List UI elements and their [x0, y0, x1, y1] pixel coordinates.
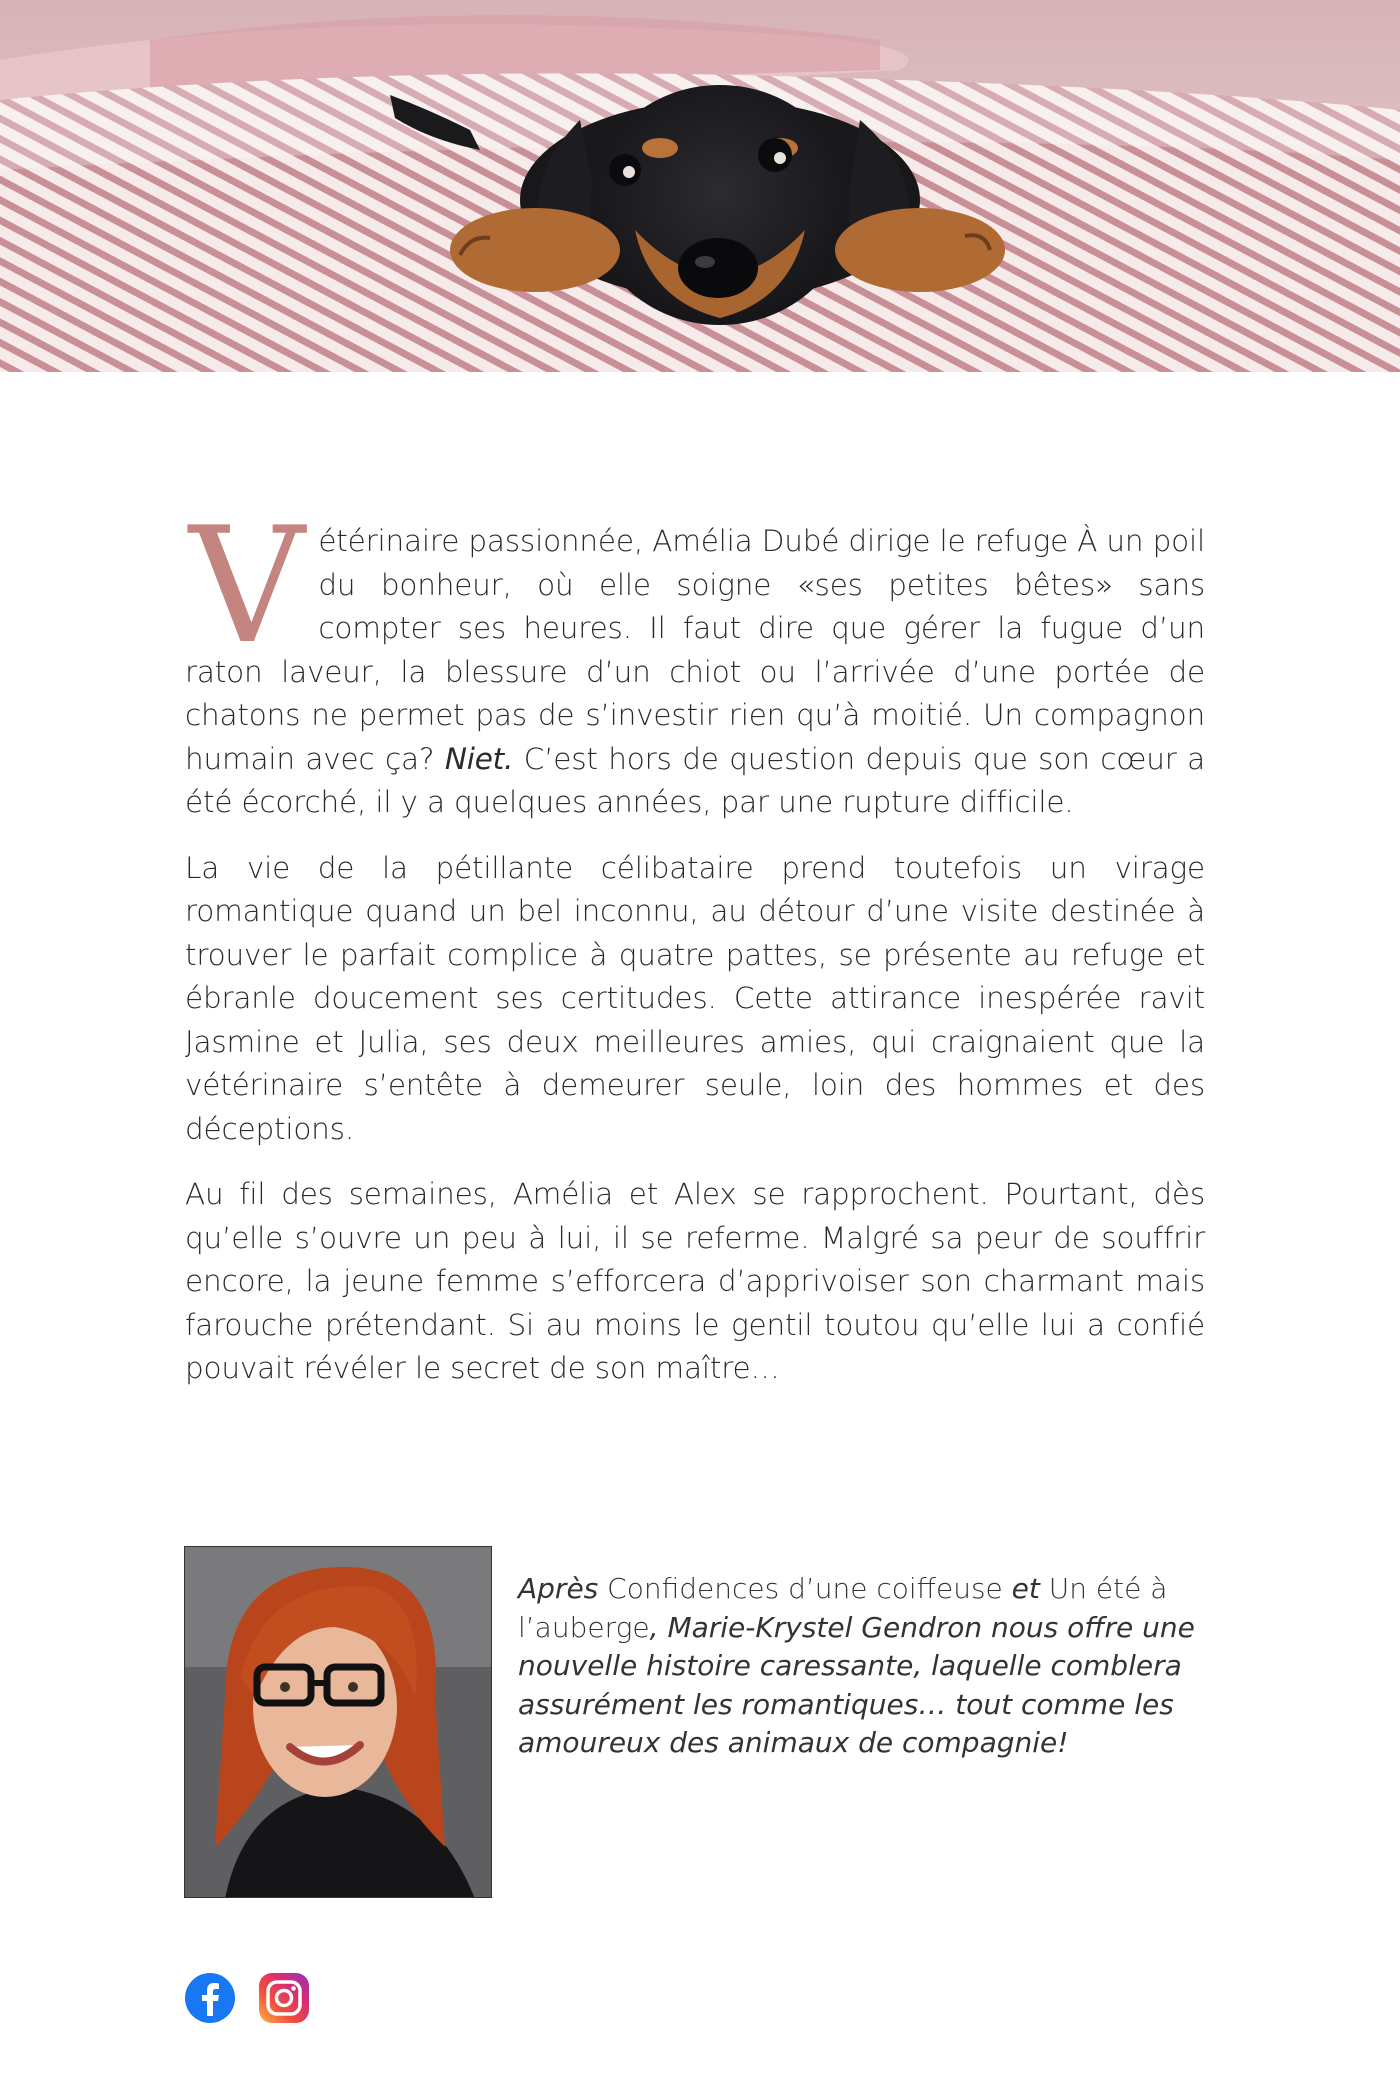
blurb-p1-end: C’est hors de question depuis que son cœur a été écorché, il y a quelques années, par une rupture difficile.	[185, 741, 1205, 819]
blurb-paragraph-3: Au fil des semaines, Amélia et Alex se rapprochent. Pourtant, dès qu’elle s’ouvre un peu à lui, il se referme. Malgré sa peur de souffrir encore, la jeune femme s’efforcera d’apprivoiser son charmant mais farouche prétendant. Si au moins le gentil toutou qu’elle lui a confié pouvait révéler le secret de son maître…	[185, 1177, 1205, 1385]
author-book-title-1: Confidences d’une coiffeuse	[607, 1572, 1003, 1605]
instagram-icon[interactable]	[258, 1972, 310, 2024]
author-note-part-3: , Marie-Krystel Gendron nous offre une nouvelle histoire caressante, laquelle comblera assurément les romantiques… tout comme les amoureux des animaux de compagnie!	[518, 1610, 1195, 1759]
blurb-p1-italic: Niet.	[444, 741, 514, 776]
author-note	[518, 1570, 1198, 1763]
blurb-paragraph-2: La vie de la pétillante célibataire prend toutefois un virage romantique quand un bel inconnu, au détour d’une visite destinée à trouver le parfait complice à quatre pattes, se présente au refuge et ébranle doucement ses certitudes. Cette attirance inespérée ravit Jasmine et Julia, ses deux meilleures amies, qui craignaient que la vétérinaire s’entête à demeurer seule, loin des hommes et des déceptions.	[185, 850, 1205, 1146]
author-portrait-illustration	[185, 1547, 492, 1898]
drop-cap: V	[189, 492, 305, 679]
author-book-title-2: Un été à l’auberge	[518, 1572, 1168, 1644]
author-note-part-2: et	[1002, 1572, 1049, 1605]
hero-image	[0, 0, 1400, 372]
blurb-paragraph-1	[185, 492, 1205, 825]
social-links	[184, 1972, 310, 2024]
back-cover-blurb	[185, 492, 1205, 1413]
puppy-on-bed-illustration	[0, 0, 1400, 372]
blurb-p1-start: étérinaire passionnée, Amélia Dubé dirige le refuge À un poil du bonheur, où elle soigne «ses petites bêtes» sans compter ses heures. Il faut dire que gérer la fugue d’un raton laveur, la blessure d’un chiot ou l’arrivée d’une portée de chatons ne permet pas de s’investir rien qu’à moitié. Un compagnon humain avec ça?	[185, 524, 1205, 776]
author-photo	[184, 1546, 492, 1898]
author-note-part-1: Après	[518, 1572, 608, 1605]
facebook-icon[interactable]	[184, 1972, 236, 2024]
